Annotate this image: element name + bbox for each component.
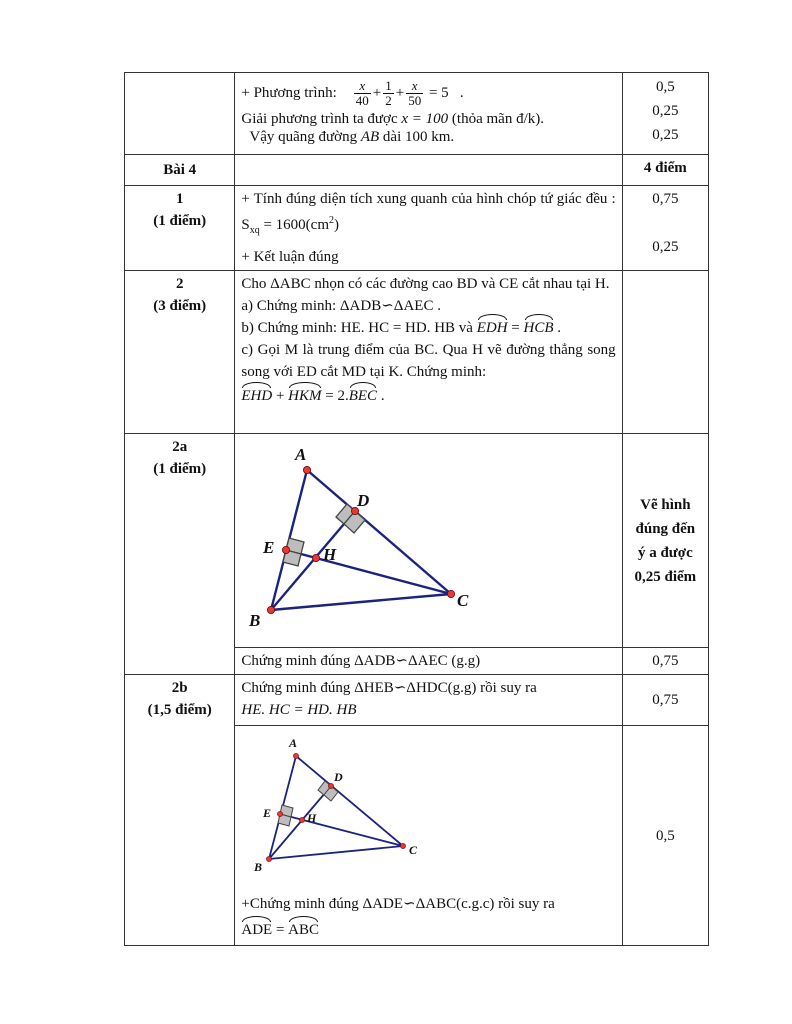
equation-line: + Phương trình: $\frac{x}{40}$ + $\frac{1}{2}$ + $\frac{x}{50}$ = 5 . bbox=[241, 78, 464, 108]
equation-scores bbox=[622, 73, 708, 155]
q2b-label-cell: 2b (1,5 điểm) bbox=[125, 675, 235, 946]
point-a bbox=[304, 466, 311, 473]
q2a-figure-cell bbox=[235, 434, 622, 648]
row-q2a-figure bbox=[125, 434, 709, 648]
solve-line: Giải phương trình ta được x = 100 (thỏa mãn đ/k). bbox=[241, 111, 544, 127]
equation-prefix: + Phương trình: bbox=[241, 84, 337, 101]
q2-part-b: b) Chứng minh: HE. HC = HD. HB và EDH = HCB . bbox=[241, 317, 615, 339]
q2-part-a: a) Chứng minh: ΔADB∽ΔAEC . bbox=[241, 298, 441, 314]
q1-label-cell: 1 (1 điểm) bbox=[125, 186, 235, 271]
q2b-score1: 0,75 bbox=[622, 675, 708, 726]
label-b: B bbox=[249, 611, 261, 630]
equation-cell bbox=[235, 73, 622, 155]
q2-label-cell: 2 (3 điểm) bbox=[125, 271, 235, 434]
small-label-a: A bbox=[289, 736, 298, 750]
small-label-b: B bbox=[254, 860, 263, 874]
triangle-figure-large bbox=[235, 434, 608, 640]
label-e: E bbox=[263, 538, 275, 557]
q2a-label-cell: 2a (1 điểm) bbox=[125, 434, 235, 675]
point-h bbox=[313, 554, 320, 561]
row-bai4 bbox=[125, 155, 709, 186]
q1-content: + Tính đúng diện tích xung quanh của hình chóp tứ giác đều : $S_{xq} = 1600(cm^2)$ + Kết luận đúng bbox=[235, 186, 622, 271]
small-label-d: D bbox=[334, 770, 344, 784]
fraction-1-2: $\frac{1}{2}$ bbox=[385, 78, 392, 108]
side-bc bbox=[271, 594, 451, 610]
empty-label-cell bbox=[125, 73, 235, 155]
triangle-figure-small bbox=[241, 726, 441, 876]
q2a-proof-score: 0,75 bbox=[622, 648, 708, 675]
bai4-score: 4 điểm bbox=[622, 155, 708, 186]
equation-rhs: = 5 bbox=[428, 84, 449, 101]
bai4-label: Bài 4 bbox=[125, 155, 235, 186]
label-a: A bbox=[295, 445, 307, 464]
q2-part-c-formula: EHD + HKM = 2.BEC . bbox=[241, 385, 615, 407]
solution-value: x = 100 bbox=[401, 111, 449, 127]
row-q2b-proof1 bbox=[125, 675, 709, 726]
q2-intro: Cho ΔABC nhọn có các đường cao BD và CE cắt nhau tại H. bbox=[241, 276, 610, 292]
small-label-e: E bbox=[263, 806, 272, 820]
q2a-proof: Chứng minh đúng ΔADB∽ΔAEC (g.g) bbox=[235, 648, 622, 675]
q2b-proof1: Chứng minh đúng ΔHEB∽ΔHDC(g.g) rồi suy ra HE. HC = HD. HB bbox=[235, 675, 622, 726]
q1-scores: 0,75 0,25 bbox=[622, 186, 708, 271]
q2-content bbox=[235, 271, 622, 434]
q2b-proof2-cell bbox=[235, 726, 622, 946]
score: 0,25 bbox=[652, 103, 679, 119]
q2-part-c: c) Gọi M là trung điểm của BC. Qua H vẽ đường thẳng song song với ED cắt MD tại K. Chứng minh: bbox=[241, 342, 616, 380]
fraction-x-40: $\frac{x}{40}$ bbox=[355, 78, 369, 108]
point-e bbox=[283, 546, 290, 553]
point-b bbox=[268, 606, 275, 613]
q1-line2: + Kết luận đúng bbox=[241, 249, 339, 265]
point-c bbox=[448, 590, 455, 597]
q2b-proof2-formula: ADE = ABC bbox=[241, 919, 615, 945]
score: 0,5 bbox=[655, 79, 675, 95]
fraction-x-50: $\frac{x}{50}$ bbox=[408, 78, 422, 108]
small-label-h: H bbox=[307, 811, 317, 825]
q2a-figure-score: Vẽ hình đúng đến ý a được 0,25 điểm bbox=[622, 434, 708, 648]
conclusion-line: Vậy quãng đường AB dài 100 km. bbox=[249, 129, 455, 145]
label-h: H bbox=[323, 545, 337, 564]
row-q1 bbox=[125, 186, 709, 271]
label-c: C bbox=[457, 591, 469, 610]
answer-table bbox=[124, 72, 709, 946]
label-d: D bbox=[357, 491, 370, 510]
row-q2 bbox=[125, 271, 709, 434]
small-label-c: C bbox=[409, 843, 418, 857]
row-equation bbox=[125, 73, 709, 155]
q2b-proof2: +Chứng minh đúng ΔADE∽ΔABC(c.g.c) rồi suy ra bbox=[241, 896, 555, 912]
q2b-score2: 0,5 bbox=[622, 726, 708, 946]
score: 0,25 bbox=[652, 127, 679, 143]
